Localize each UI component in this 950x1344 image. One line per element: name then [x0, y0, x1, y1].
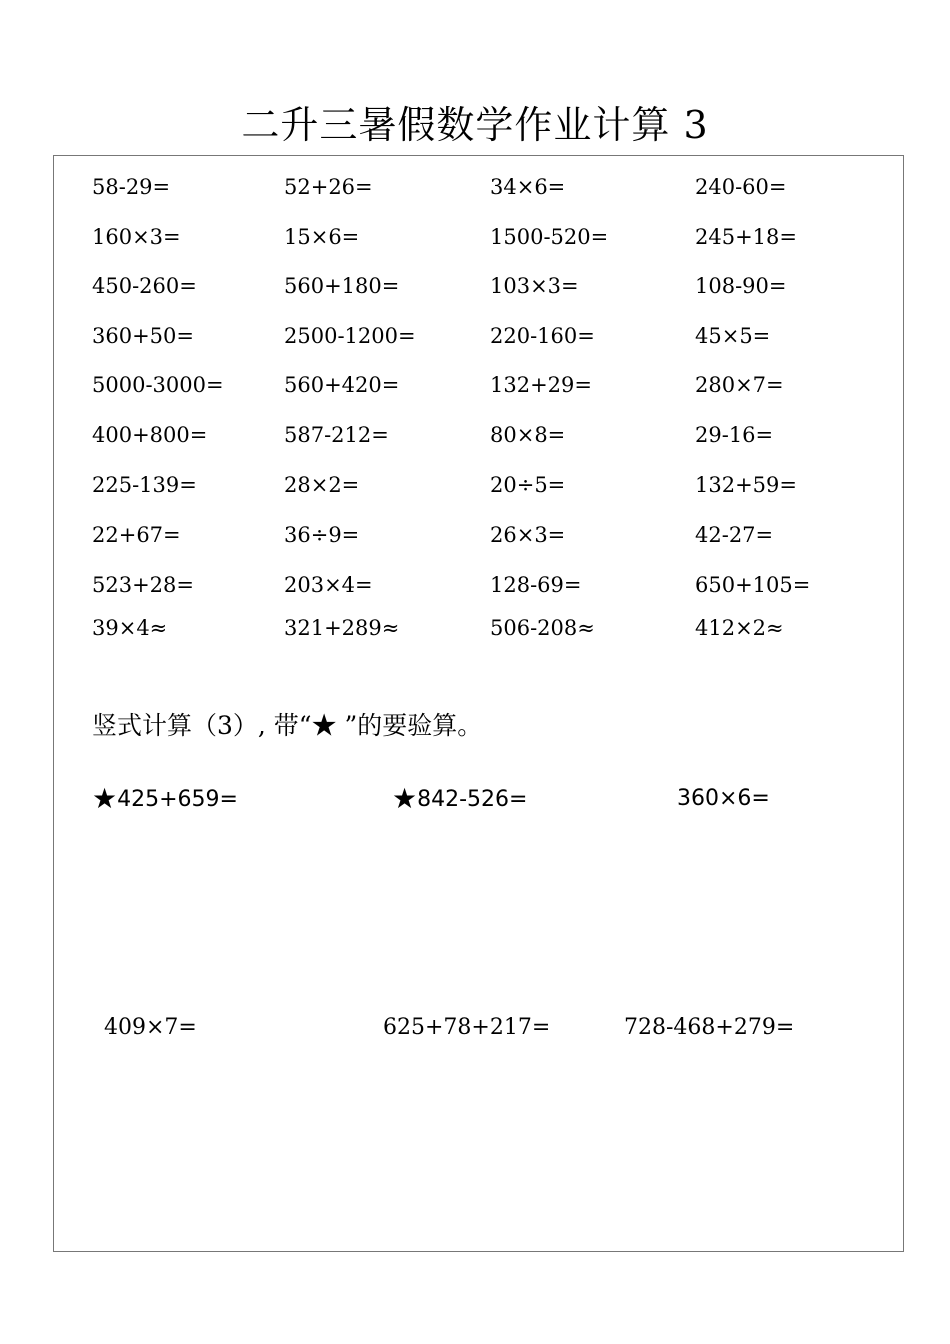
problem-row [0, 222, 950, 252]
estimation-problem: 39×4≈ [92, 616, 168, 640]
oral-problem: 103×3= [490, 274, 579, 298]
oral-problem: 132+59= [695, 473, 797, 497]
oral-problem: 160×3= [92, 225, 181, 249]
oral-problem: 108-90= [695, 274, 787, 298]
oral-calculation-grid [0, 0, 950, 660]
vertical-expression: 360×6= [677, 786, 770, 811]
oral-problem: 225-139= [92, 473, 197, 497]
problem-row [0, 420, 950, 450]
vertical-expression: 842-526= [417, 787, 528, 812]
oral-problem: 132+29= [490, 373, 592, 397]
problem-row [0, 370, 950, 400]
estimation-problem: 412×2≈ [695, 616, 784, 640]
oral-problem: 29-16= [695, 423, 774, 447]
oral-problem: 28×2= [284, 473, 360, 497]
oral-problem: 22+67= [92, 523, 181, 547]
page-title: 二升三暑假数学作业计算 3 [241, 103, 709, 147]
vertical-problem-3 [677, 784, 770, 814]
oral-problem: 2500-1200= [284, 324, 416, 348]
problem-row [0, 570, 950, 600]
oral-problem: 220-160= [490, 324, 595, 348]
oral-problem: 20÷5= [490, 473, 566, 497]
vertical-problem-4 [104, 1013, 197, 1043]
oral-problem: 245+18= [695, 225, 797, 249]
oral-problem: 42-27= [695, 523, 774, 547]
oral-problem: 360+50= [92, 324, 194, 348]
oral-problem: 5000-3000= [92, 373, 224, 397]
problem-row [0, 520, 950, 550]
oral-problem: 650+105= [695, 573, 811, 597]
oral-problem: 45×5= [695, 324, 771, 348]
oral-problem: 587-212= [284, 423, 389, 447]
problem-row [0, 470, 950, 500]
star-icon: ★ [92, 782, 118, 815]
problem-row [0, 613, 950, 643]
oral-problem: 400+800= [92, 423, 208, 447]
vertical-expression: 625+78+217= [383, 1015, 551, 1040]
oral-problem: 128-69= [490, 573, 582, 597]
oral-problem: 52+26= [284, 175, 373, 199]
problem-row [0, 271, 950, 301]
oral-problem: 36÷9= [284, 523, 360, 547]
oral-problem: 34×6= [490, 175, 566, 199]
oral-problem: 280×7= [695, 373, 784, 397]
vertical-expression: 425+659= [117, 787, 238, 812]
star-icon: ★ [392, 782, 418, 815]
oral-problem: 203×4= [284, 573, 373, 597]
oral-problem: 15×6= [284, 225, 360, 249]
oral-problem: 1500-520= [490, 225, 609, 249]
section-instruction: 竖式计算（3）, 带“★ ”的要验算。 [92, 711, 483, 740]
oral-problem: 58-29= [92, 175, 171, 199]
oral-problem: 560+180= [284, 274, 400, 298]
oral-problem: 523+28= [92, 573, 194, 597]
vertical-problem-1 [92, 784, 238, 815]
vertical-problem-5 [383, 1013, 550, 1043]
problem-row [0, 321, 950, 351]
estimation-problem: 506-208≈ [490, 616, 595, 640]
vertical-problem-2 [392, 784, 527, 815]
oral-problem: 80×8= [490, 423, 566, 447]
oral-problem: 560+420= [284, 373, 400, 397]
oral-problem: 450-260= [92, 274, 197, 298]
estimation-problem: 321+289≈ [284, 616, 400, 640]
vertical-expression: 728-468+279= [624, 1015, 795, 1040]
vertical-problem-6 [624, 1013, 794, 1043]
vertical-expression: 409×7= [104, 1015, 197, 1040]
oral-problem: 26×3= [490, 523, 566, 547]
problem-row [0, 172, 950, 202]
oral-problem: 240-60= [695, 175, 787, 199]
